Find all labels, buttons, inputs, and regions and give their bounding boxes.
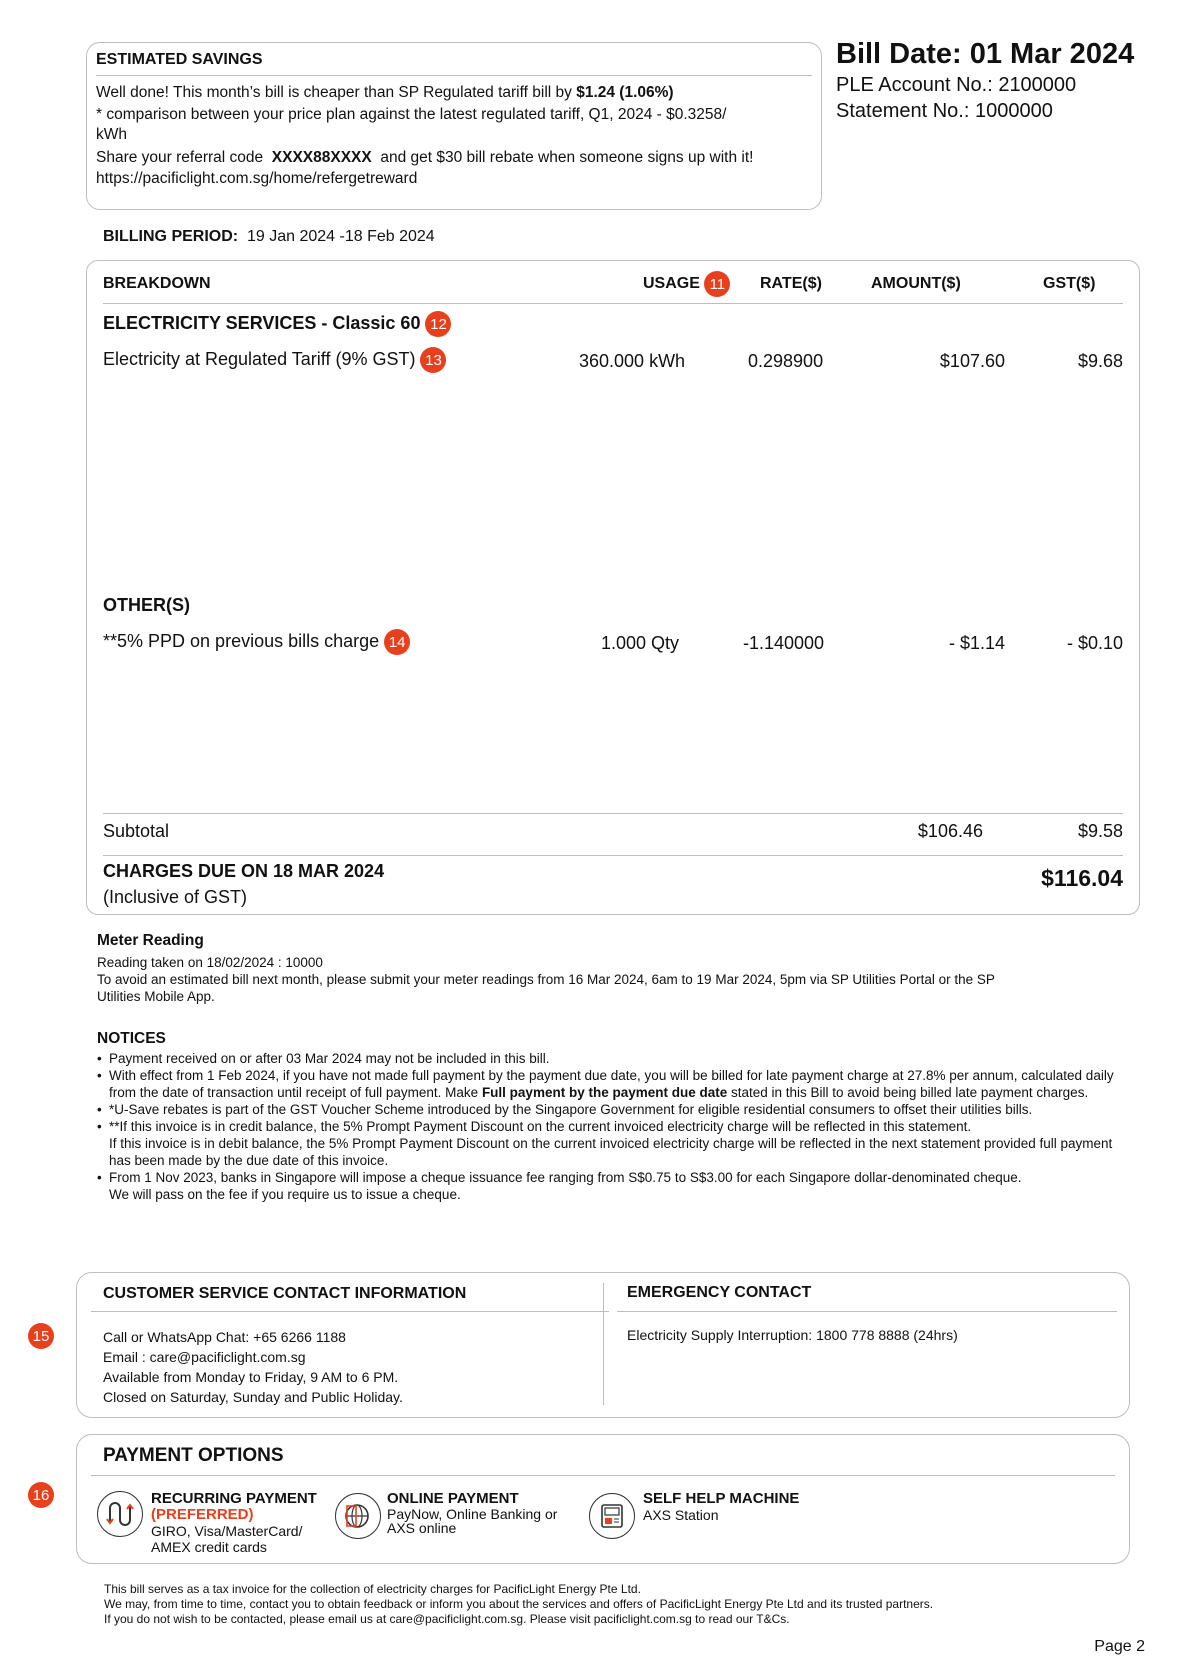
row-ppd-amount: - $1.14 (948, 633, 1005, 653)
self-help-machine-icon (589, 1493, 635, 1539)
savings-line-1-text: Well done! This month’s bill is cheaper than SP Regulated tariff bill by (96, 84, 577, 101)
billing-period-value: 19 Jan 2024 -18 Feb 2024 (247, 228, 435, 245)
contact-vertical-divider (603, 1283, 604, 1405)
savings-line-3 (96, 148, 816, 168)
others-title: OTHER(S) (103, 595, 190, 615)
recurring-title: RECURRING PAYMENT (151, 1490, 317, 1507)
shm-title: SELF HELP MACHINE (643, 1490, 800, 1507)
referral-suffix: and get $30 bill rebate when someone signs up with it! (380, 149, 754, 166)
cs-phone[interactable]: Call or WhatsApp Chat: +65 6266 1188 (103, 1329, 346, 1345)
row-tariff-desc-text: Electricity at Regulated Tariff (9% GST) (103, 348, 416, 369)
header-usage (643, 271, 730, 297)
savings-line-1 (96, 83, 816, 103)
cs-details (103, 1327, 403, 1407)
subtotal-amount: $106.46 (917, 821, 983, 841)
badge-14: 14 (384, 629, 410, 655)
row-ppd-desc (103, 629, 410, 655)
payment-options-box (76, 1434, 1130, 1564)
page-number: Page 2 (1094, 1638, 1145, 1655)
recurring-line-1: GIRO, Visa/MasterCard/ (151, 1523, 303, 1539)
subtotal-gst: $9.58 (1077, 821, 1123, 841)
recurring-payment-option[interactable] (151, 1491, 317, 1555)
emergency-divider (617, 1311, 1117, 1312)
footer-line-1: This bill serves as a tax invoice for the collection of electricity charges for PacificLight Energy Pte Ltd. (104, 1582, 641, 1596)
cs-email[interactable]: Email : care@pacificlight.com.sg (103, 1349, 306, 1365)
meter-line-1: Reading taken on 18/02/2024 : 10000 (97, 955, 323, 970)
online-line-2: AXS online (387, 1520, 457, 1536)
referral-prefix: Share your referral code (96, 149, 264, 166)
savings-line-2: * comparison between your price plan against the latest regulated tariff, Q1, 2024 - $0.3258/ (96, 106, 727, 123)
self-help-machine-option[interactable] (643, 1491, 799, 1523)
notice-1 (97, 1050, 1127, 1067)
badge-16: 16 (28, 1482, 54, 1508)
footer-line-2: We may, from time to time, contact you to obtain feedback or inform you about the services and offers of PacificLight Energy Pte Ltd and its trusted partners. (104, 1597, 934, 1611)
row-tariff-usage: 360.000 kWh (579, 351, 686, 371)
online-payment-option[interactable] (387, 1491, 557, 1536)
notice-1-text: Payment received on or after 03 Mar 2024 may not be included in this bill. (109, 1051, 550, 1066)
header-usage-label: USAGE (643, 275, 700, 293)
services-title-text: ELECTRICITY SERVICES - (103, 312, 333, 333)
payment-divider (91, 1475, 1115, 1476)
cs-title: CUSTOMER SERVICE CONTACT INFORMATION (103, 1285, 467, 1302)
notices-title: NOTICES (97, 1030, 166, 1047)
subtotal-divider-bottom (103, 855, 1123, 856)
services-plan: Classic 60 (332, 312, 421, 333)
bill-date: Bill Date: 01 Mar 2024 (836, 38, 1135, 70)
meter-title: Meter Reading (97, 932, 204, 949)
notice-2 (97, 1067, 1127, 1101)
badge-12: 12 (425, 311, 451, 337)
savings-amount: $1.24 (1.06%) (576, 84, 674, 101)
row-ppd-usage: 1.000 Qty (601, 633, 680, 653)
estimated-savings-box (86, 42, 822, 210)
services-title (103, 311, 451, 337)
notice-2-text-a: With effect from 1 Feb 2024, if you have not made full payment by the payment due date, you will be billed for late payment charge at 27.8% per annum, calculated daily from the date of transaction until receipt of full payment. Make (109, 1068, 1114, 1100)
referral-code: XXXX88XXXX (271, 149, 372, 166)
notices-list (97, 1050, 1127, 1203)
header-divider (103, 303, 1123, 304)
header-amount: AMOUNT($) (871, 275, 961, 292)
notice-5-text-a: From 1 Nov 2023, banks in Singapore will impose a cheque issuance fee ranging from S$0.75 to S$3.00 for each Singapore dollar-denominated cheque. (109, 1170, 1022, 1185)
savings-title: ESTIMATED SAVINGS (96, 51, 812, 76)
cs-divider (91, 1311, 609, 1312)
shm-line-1: AXS Station (643, 1507, 719, 1523)
header-breakdown: BREAKDOWN (103, 275, 211, 292)
footer-line-3: If you do not wish to be contacted, please email us at care@pacificlight.com.sg. Please visit pacificlight.com.sg to read our T&Cs. (104, 1612, 790, 1626)
notice-3 (97, 1101, 1127, 1118)
notice-5-text-b: We will pass on the fee if you require us to issue a cheque. (109, 1187, 461, 1202)
header-rate: RATE($) (760, 275, 822, 292)
badge-11: 11 (704, 271, 730, 297)
charges-due-sub: (Inclusive of GST) (103, 887, 248, 907)
breakdown-table (86, 260, 1140, 915)
statement-number: Statement No.: 1000000 (836, 100, 1053, 122)
referral-link[interactable]: https://pacificlight.com.sg/home/refergetreward (96, 170, 418, 187)
account-number: PLE Account No.: 2100000 (836, 74, 1077, 96)
notice-4-text-a: **If this invoice is in credit balance, the 5% Prompt Payment Discount on the current invoiced electricity charge will be reflected in this statement. (109, 1119, 972, 1134)
billing-period-label: BILLING PERIOD: (103, 228, 239, 245)
notice-4-text-b: If this invoice is in debit balance, the 5% Prompt Payment Discount on the current invoiced electricity charge will be reflected in the next statement provided full payment has been made by the due date of this invoice. (109, 1136, 1113, 1168)
badge-15: 15 (28, 1323, 54, 1349)
row-ppd-gst: - $0.10 (1066, 633, 1123, 653)
online-line-1: PayNow, Online Banking or (387, 1506, 558, 1522)
cs-closed: Closed on Saturday, Sunday and Public Holiday. (103, 1389, 403, 1405)
notice-4 (97, 1118, 1127, 1169)
notice-3-text: *U-Save rebates is part of the GST Voucher Scheme introduced by the Singapore Government for eligible residential consumers to offset their utilities bills. (109, 1102, 1033, 1117)
notice-2-text-c: stated in this Bill to avoid being billed late payment charges. (727, 1085, 1089, 1100)
recurring-preferred: (PREFERRED) (151, 1506, 254, 1523)
notice-2-bold: Full payment by the payment due date (481, 1085, 728, 1100)
emergency-line[interactable]: Electricity Supply Interruption: 1800 778 8888 (24hrs) (627, 1327, 958, 1343)
charges-due-label: CHARGES DUE ON 18 MAR 2024 (103, 861, 385, 881)
billing-period (103, 228, 435, 246)
subtotal-divider-top (103, 813, 1123, 814)
charges-due-total: $116.04 (1041, 865, 1123, 891)
savings-line-2b: kWh (96, 126, 127, 143)
online-title: ONLINE PAYMENT (387, 1490, 519, 1507)
payment-title: PAYMENT OPTIONS (103, 1445, 284, 1466)
header-gst: GST($) (1043, 275, 1096, 292)
row-ppd-rate: -1.140000 (743, 633, 825, 653)
contact-box (76, 1272, 1130, 1418)
meter-line-2: To avoid an estimated bill next month, please submit your meter readings from 16 Mar 2024, 6am to 19 Mar 2024, 5pm via SP Utilities Portal or the SP (97, 972, 995, 987)
recurring-line-2: AMEX credit cards (151, 1539, 267, 1555)
notice-5 (97, 1169, 1127, 1203)
emergency-title: EMERGENCY CONTACT (627, 1284, 812, 1301)
row-tariff-rate: 0.298900 (748, 351, 824, 371)
row-tariff-gst: $9.68 (1077, 351, 1123, 371)
badge-13: 13 (420, 347, 446, 373)
subtotal-label: Subtotal (103, 821, 170, 841)
row-tariff-desc (103, 347, 446, 373)
cs-hours: Available from Monday to Friday, 9 AM to 6 PM. (103, 1369, 399, 1385)
row-tariff-amount: $107.60 (939, 351, 1005, 371)
online-payment-icon (335, 1493, 381, 1539)
row-ppd-desc-text: **5% PPD on previous bills charge (103, 630, 380, 651)
meter-line-3: Utilities Mobile App. (97, 989, 215, 1004)
recurring-payment-icon (97, 1491, 143, 1537)
